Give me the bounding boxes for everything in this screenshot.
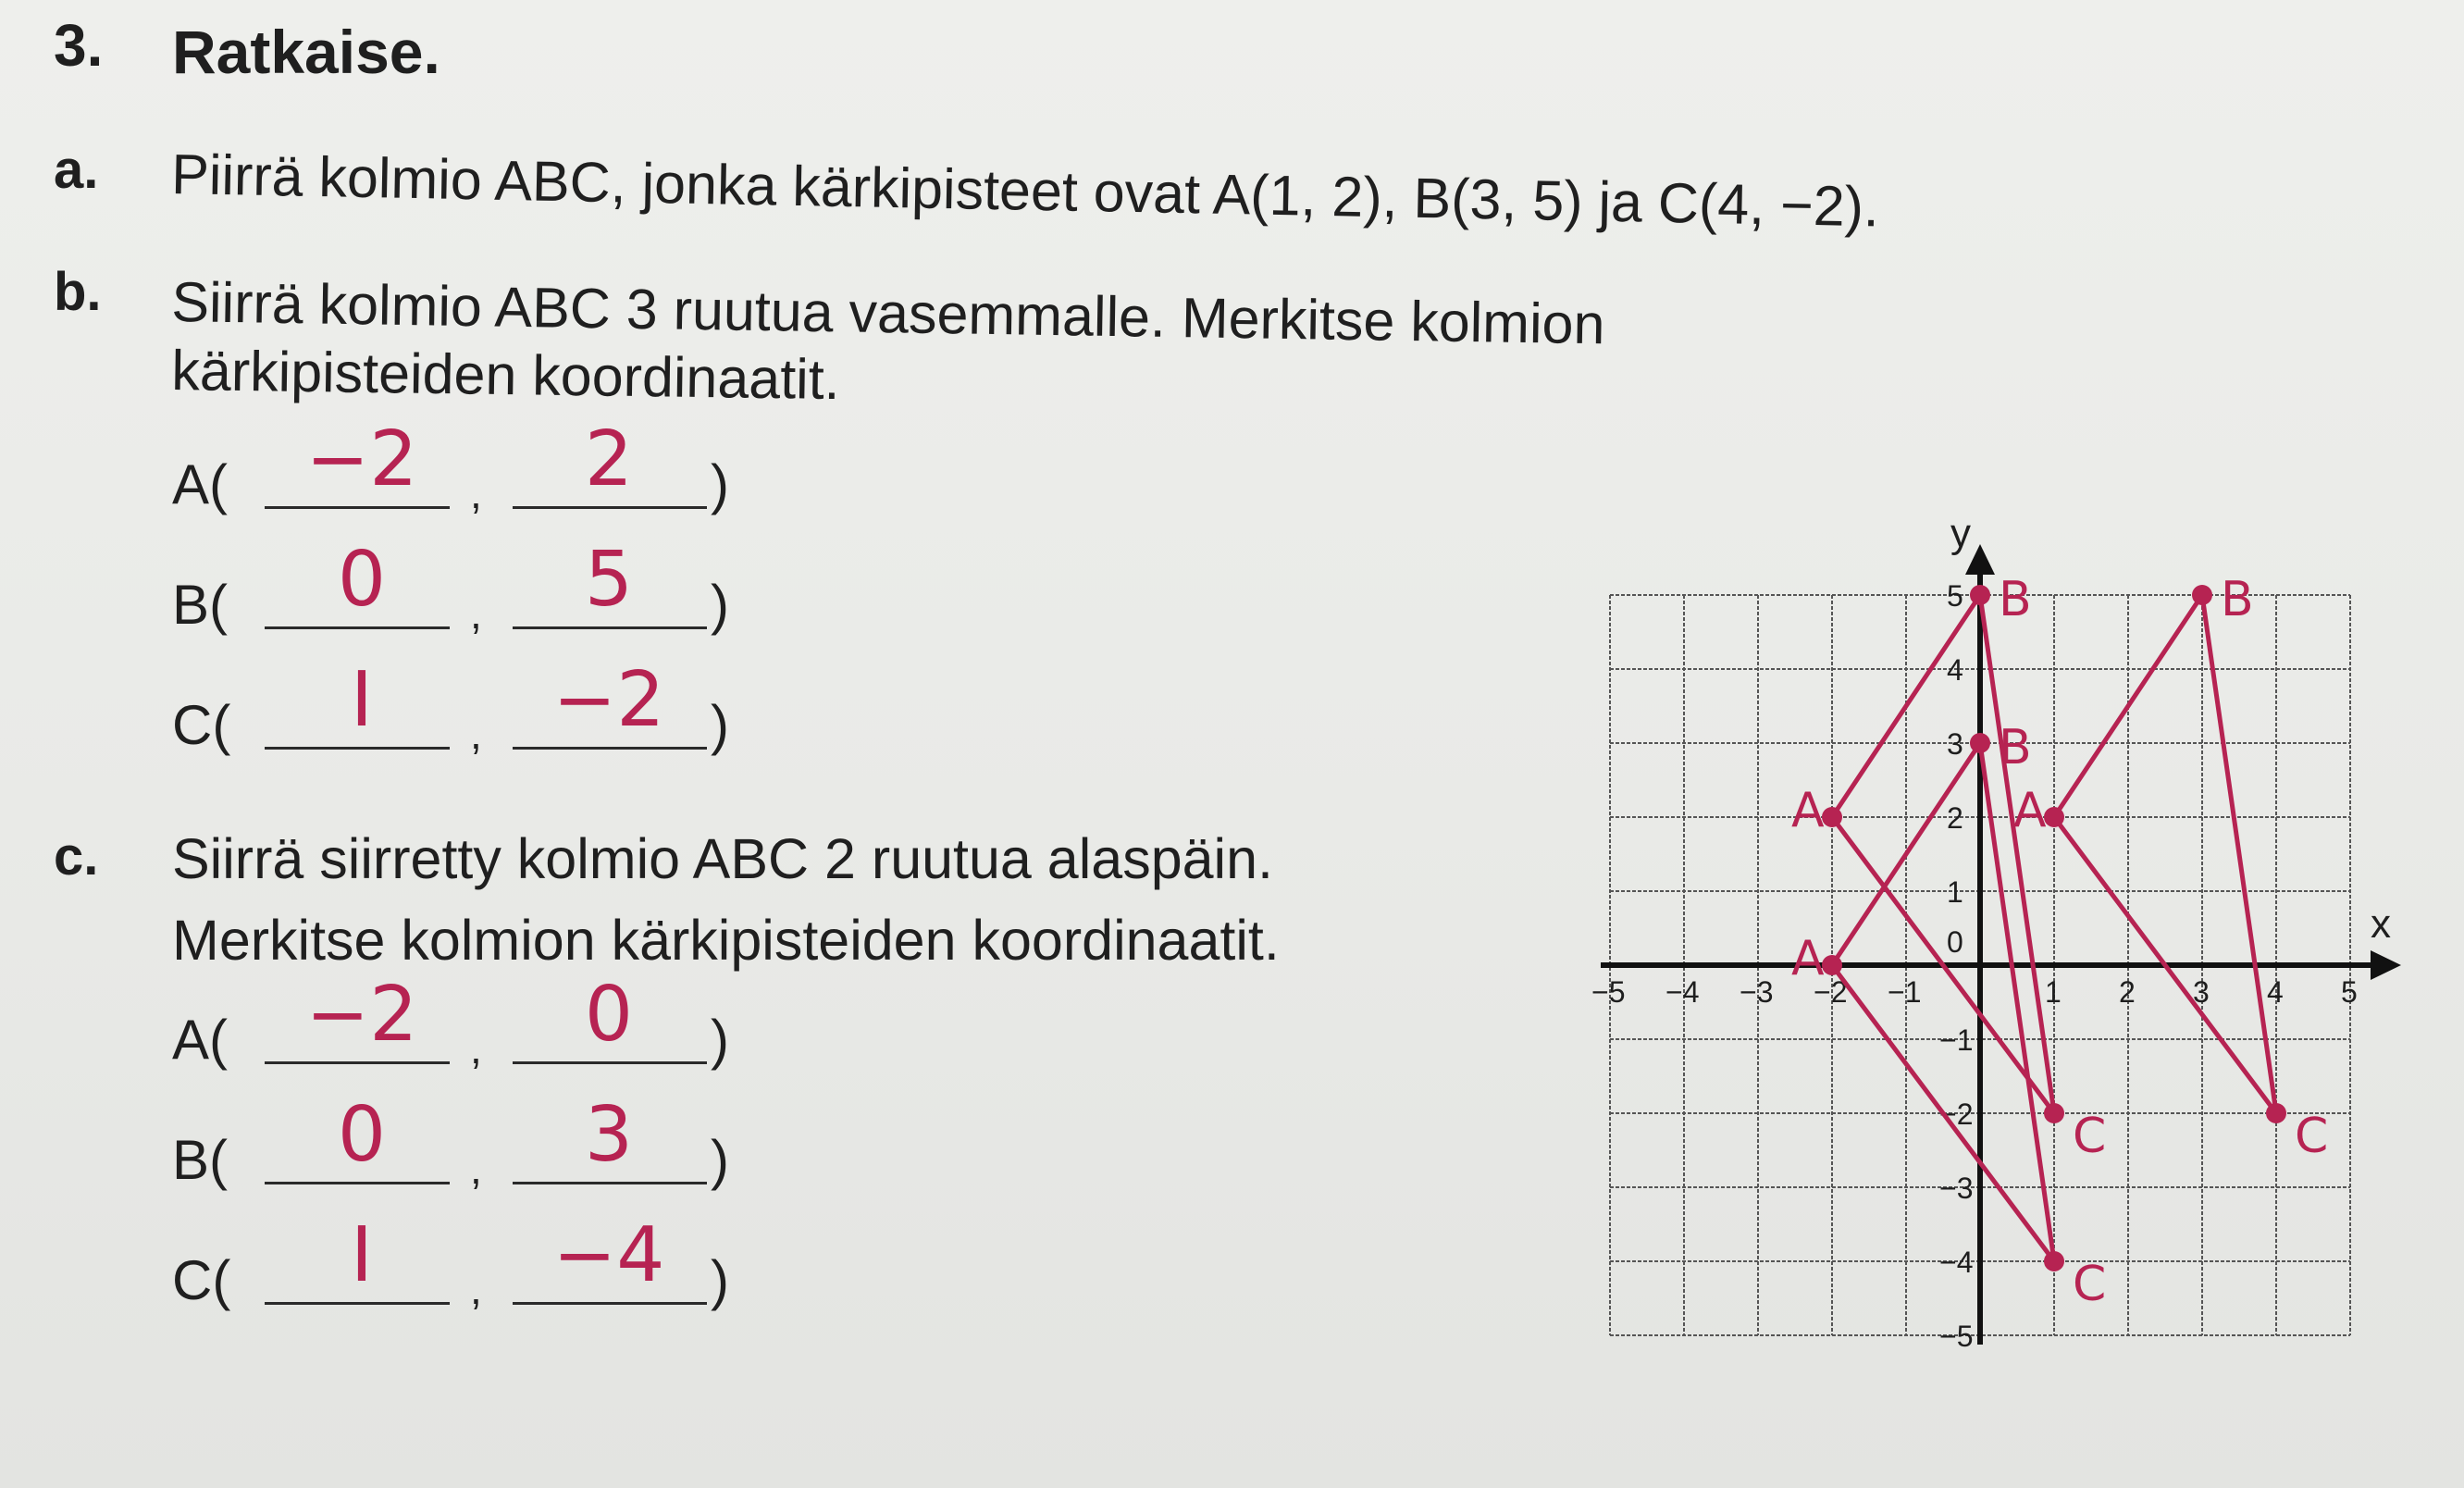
answer-x-handwritten: −2 [305, 971, 418, 1059]
part-b-text-line2: kärkipisteiden koordinaatit. [170, 338, 841, 412]
answer-x-handwritten: 0 [337, 1091, 387, 1179]
answer-y-handwritten: 0 [584, 971, 634, 1059]
vertex-point-a [1822, 955, 1842, 975]
part-b-letter: b. [54, 262, 102, 322]
answer-comma: , [470, 1024, 482, 1073]
answer-close-paren: ) [711, 1009, 729, 1071]
x-tick-label: −3 [1740, 975, 1774, 1009]
vertex-point-a [2044, 807, 2064, 827]
x-axis-label: x [2371, 901, 2391, 947]
vertex-point-c [2044, 1251, 2064, 1271]
x-tick-label: −1 [1888, 975, 1922, 1009]
answer-y-handwritten: 3 [584, 1091, 634, 1179]
answer-comma: , [470, 710, 482, 758]
vertex-label-a: A [1791, 931, 1825, 986]
part-c-letter: c. [54, 826, 99, 887]
vertex-point-b [2192, 585, 2212, 605]
x-tick-label: 4 [2267, 975, 2284, 1009]
vertex-label-c: C [2295, 1109, 2329, 1164]
answer-label: B( [172, 574, 228, 636]
vertex-point-a [1822, 807, 1842, 827]
y-tick-label: 4 [1947, 653, 1963, 687]
answer-comma: , [470, 1145, 482, 1193]
answer-comma: , [470, 1265, 482, 1313]
answer-y-handwritten: −4 [552, 1211, 665, 1299]
vertex-label-b: B [1999, 720, 2032, 775]
x-tick-label: −2 [1814, 975, 1848, 1009]
origin-label: 0 [1947, 925, 1963, 959]
answer-y-handwritten: 2 [584, 415, 634, 503]
answer-close-paren: ) [711, 453, 729, 515]
y-tick-label: 1 [1947, 875, 1963, 909]
y-tick-label: 2 [1947, 801, 1963, 835]
answer-y-handwritten: −2 [552, 656, 665, 744]
vertex-label-a: A [2013, 783, 2047, 838]
vertex-label-c: C [2073, 1257, 2107, 1312]
vertex-point-c [2044, 1103, 2064, 1123]
part-a-letter: a. [54, 140, 99, 200]
y-tick-label: −4 [1939, 1246, 1974, 1279]
y-axis-label: y [1950, 511, 1971, 556]
y-tick-label: −2 [1939, 1097, 1974, 1131]
y-tick-label: −1 [1939, 1023, 1974, 1057]
vertex-label-b: B [2221, 572, 2254, 627]
y-tick-label: 5 [1947, 579, 1963, 613]
answer-close-paren: ) [711, 574, 729, 636]
answer-x-handwritten: I [350, 656, 374, 744]
answer-label: C( [172, 694, 231, 756]
answer-label: C( [172, 1249, 231, 1311]
triangle-original [2054, 595, 2276, 1113]
answer-label: A( [172, 453, 228, 515]
part-c-text-line2: Merkitse kolmion kärkipisteiden koordinaatit. [172, 909, 1280, 972]
answer-comma: , [470, 469, 482, 517]
answer-x-handwritten: 0 [337, 536, 387, 624]
answer-x-handwritten: −2 [305, 415, 418, 503]
vertex-label-b: B [1999, 572, 2032, 627]
x-tick-label: 3 [2193, 975, 2210, 1009]
answer-label: B( [172, 1129, 228, 1191]
part-b-text-line1: Siirrä kolmio ABC 3 ruutua vasemmalle. Merkitse kolmion [170, 269, 1605, 356]
x-tick-label: 2 [2119, 975, 2136, 1009]
part-a-text: Piirrä kolmio ABC, jonka kärkipisteet ovat A(1, 2), B(3, 5) ja C(4, −2). [170, 142, 1880, 239]
vertex-point-c [2266, 1103, 2286, 1123]
x-tick-label: 5 [2341, 975, 2358, 1009]
answer-comma: , [470, 589, 482, 638]
x-axis-arrow [2371, 950, 2401, 980]
part-c-text-line1: Siirrä siirretty kolmio ABC 2 ruutua alaspäin. [172, 827, 1273, 890]
y-tick-label: 3 [1947, 727, 1963, 761]
answer-label: A( [172, 1009, 228, 1071]
vertex-point-b [1970, 733, 1990, 753]
y-tick-label: −5 [1939, 1320, 1974, 1353]
answer-x-handwritten: I [350, 1211, 374, 1299]
x-tick-label: 1 [2045, 975, 2062, 1009]
vertex-point-b [1970, 585, 1990, 605]
answer-close-paren: ) [711, 1249, 729, 1311]
vertex-label-a: A [1791, 783, 1825, 838]
x-tick-label: −5 [1591, 975, 1626, 1009]
y-tick-label: −3 [1939, 1172, 1974, 1205]
vertex-label-c: C [2073, 1109, 2107, 1164]
x-tick-label: −4 [1665, 975, 1700, 1009]
problem-number: 3. [54, 12, 104, 79]
answer-close-paren: ) [711, 694, 729, 756]
answer-y-handwritten: 5 [584, 536, 634, 624]
answer-close-paren: ) [711, 1129, 729, 1191]
problem-title: Ratkaise. [172, 18, 440, 86]
